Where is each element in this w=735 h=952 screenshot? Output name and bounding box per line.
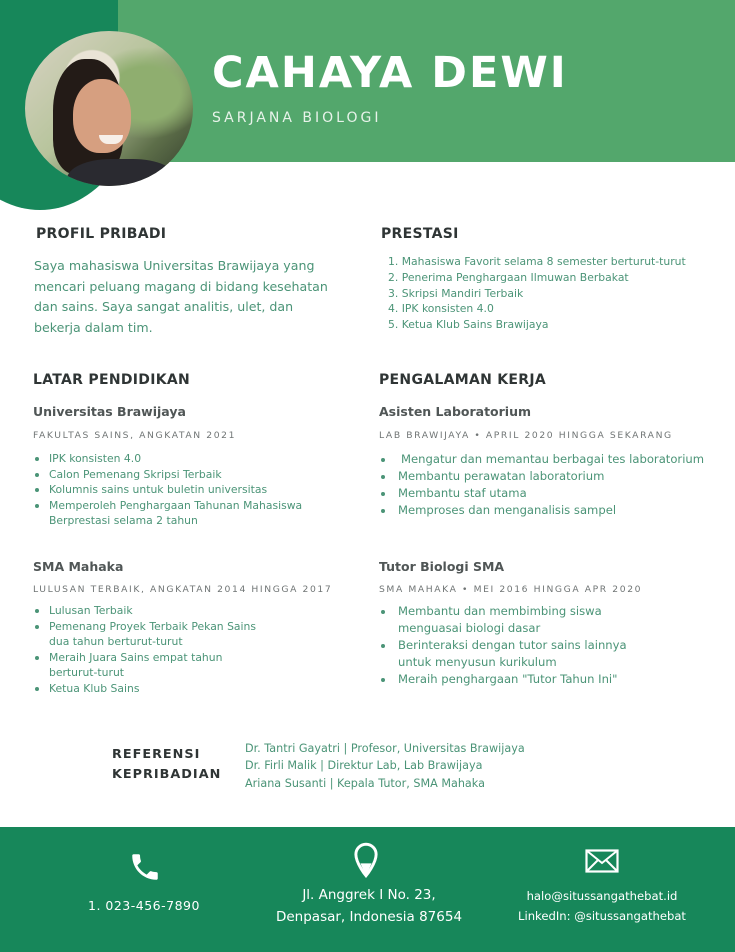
candidate-name: CAHAYA DEWI	[212, 48, 568, 98]
list-item: Memproses dan menganalisis sampel	[379, 502, 704, 519]
photo-shirt	[67, 159, 177, 186]
experience-bullets	[379, 451, 704, 519]
achievement-item: 4. IPK konsisten 4.0	[388, 302, 494, 316]
education-bullets	[33, 603, 256, 697]
list-item: Meraih Juara Sains empat tahun	[33, 650, 256, 666]
references-list	[245, 740, 525, 792]
list-item: Berinteraksi dengan tutor sains lainnya	[379, 637, 627, 654]
achievement-item: 3. Skripsi Mandiri Terbaik	[388, 286, 524, 300]
address-line1: Jl. Anggrek I No. 23,	[302, 887, 436, 903]
education-heading: LATAR PENDIDIKAN	[33, 372, 191, 388]
list-item: Meraih penghargaan "Tutor Tahun Ini"	[379, 671, 627, 688]
list-item	[379, 451, 704, 468]
envelope-icon	[585, 849, 619, 873]
phone-number[interactable]: 1. 023-456-7890	[88, 898, 200, 913]
contact-email-block	[503, 886, 701, 926]
list-item: Memperoleh Penghargaan Tahunan Mahasiswa	[33, 498, 302, 514]
list-item-continuation: berturut-turut	[49, 666, 125, 680]
experience-heading: PENGALAMAN KERJA	[379, 372, 547, 388]
education-school: SMA Mahaka	[33, 559, 124, 574]
experience-role: Tutor Biologi SMA	[379, 559, 505, 574]
address-line2: Denpasar, Indonesia 87654	[275, 909, 463, 925]
profile-photo	[25, 31, 193, 186]
experience-detail: LAB BRAWIJAYA • APRIL 2020 HINGGA SEKARANG	[379, 430, 673, 441]
list-item-text: Mengatur dan memantau berbagai tes laboratorium	[401, 452, 705, 466]
references-heading-line2: KEPRIBADIAN	[112, 767, 222, 782]
address	[262, 884, 476, 928]
list-item: Ketua Klub Sains	[33, 681, 256, 697]
education-detail: FAKULTAS SAINS, ANGKATAN 2021	[33, 430, 237, 441]
education-school: Universitas Brawijaya	[33, 404, 186, 419]
references-heading	[112, 745, 221, 785]
reference-item: Dr. Firli Malik | Direktur Lab, Lab Brawijaya	[245, 759, 483, 773]
linkedin-link[interactable]: LinkedIn: @situssangathebat	[518, 909, 686, 923]
list-item-continuation: menguasai biologi dasar	[398, 621, 541, 635]
achievements-list	[388, 254, 733, 333]
achievement-item: 5. Ketua Klub Sains Brawijaya	[388, 318, 549, 332]
map-pin-icon	[352, 842, 380, 878]
list-item: Lulusan Terbaik	[33, 603, 256, 619]
list-item-continuation: untuk menyusun kurikulum	[398, 655, 557, 669]
list-item: IPK konsisten 4.0	[33, 451, 302, 467]
candidate-title: SARJANA BIOLOGI	[212, 110, 382, 126]
achievements-heading: PRESTASI	[381, 226, 459, 242]
education-detail: LULUSAN TERBAIK, ANGKATAN 2014 HINGGA 2017	[33, 584, 333, 595]
list-item: Pemenang Proyek Terbaik Pekan Sains	[33, 619, 256, 635]
list-item-continuation: Berprestasi selama 2 tahun	[49, 514, 198, 528]
experience-detail: SMA MAHAKA • MEI 2016 HINGGA APR 2020	[379, 584, 643, 595]
list-item: Kolumnis sains untuk buletin universitas	[33, 482, 302, 498]
profile-heading: PROFIL PRIBADI	[36, 226, 167, 242]
experience-bullets	[379, 603, 627, 688]
achievement-item: 2. Penerima Penghargaan Ilmuwan Berbakat	[388, 270, 629, 284]
reference-item: Ariana Susanti | Kepala Tutor, SMA Mahaka	[245, 776, 485, 790]
references-heading-line1: REFERENSI	[112, 747, 201, 762]
education-bullets	[33, 451, 302, 529]
reference-item: Dr. Tantri Gayatri | Profesor, Universitas Brawijaya	[245, 742, 525, 755]
experience-role: Asisten Laboratorium	[379, 404, 532, 419]
profile-text: Saya mahasiswa Universitas Brawijaya yang mencari peluang magang di bidang kesehatan dan sains. Saya sangat analitis, ulet, dan bekerja dalam tim.	[34, 258, 328, 335]
phone-icon	[128, 850, 162, 884]
email-link[interactable]: halo@situssangathebat.id	[526, 889, 678, 903]
list-item: Membantu perawatan laboratorium	[379, 468, 704, 485]
list-item: Calon Pemenang Skripsi Terbaik	[33, 467, 302, 483]
list-item: Membantu dan membimbing siswa	[379, 603, 627, 620]
list-item-continuation: dua tahun berturut-turut	[49, 635, 183, 649]
achievement-item: 1. Mahasiswa Favorit selama 8 semester berturut-turut	[388, 255, 686, 268]
list-item: Membantu staf utama	[379, 485, 704, 502]
